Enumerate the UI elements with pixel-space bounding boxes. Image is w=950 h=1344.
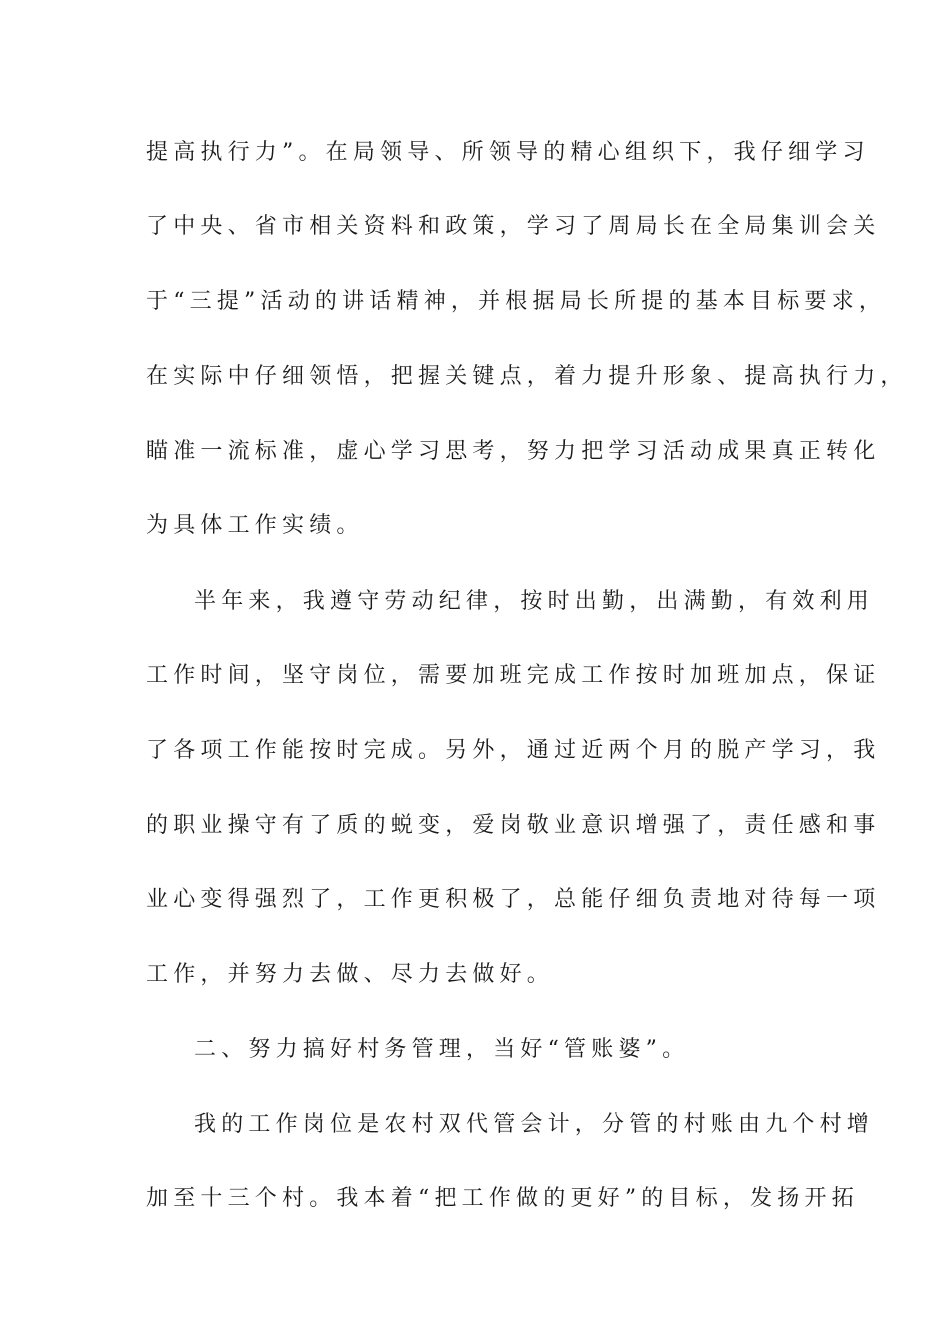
text-line (0, 432, 950, 472)
text-line-content: 提高执行力”。在局领导、所领导的精心组织下，我仔细学习 (146, 140, 870, 165)
text-line (0, 207, 950, 247)
text-line (0, 506, 950, 546)
text-line (0, 133, 950, 173)
text-line (0, 357, 950, 397)
text-line (0, 806, 950, 846)
text-line-content: 加至十三个村。我本着“把工作做的更好”的目标，发扬开拓 (146, 1186, 859, 1211)
text-line-content: 的职业操守有了质的蜕变，爱岗敬业意识增强了，责任感和事 (146, 813, 881, 838)
paragraph-start-line (0, 1105, 950, 1145)
text-line-content: 了中央、省市相关资料和政策，学习了周局长在全局集训会关 (146, 214, 881, 239)
text-line-content: 了各项工作能按时完成。另外，通过近两个月的脱产学习，我 (146, 738, 881, 763)
text-line-content: 在实际中仔细领悟，把握关键点，着力提升形象、提高执行力， (146, 364, 908, 389)
text-line-content: 工作，并努力去做、尽力去做好。 (146, 962, 555, 987)
text-line-content: 半年来，我遵守劳动纪律，按时出勤，出满勤，有效利用 (194, 589, 875, 614)
text-line (0, 1179, 950, 1219)
text-line-content: 业心变得强烈了，工作更积极了，总能仔细负责地对待每一项 (146, 887, 881, 912)
section-heading-text: 二、努力搞好村务管理，当好“管账婆”。 (194, 1037, 690, 1062)
text-line (0, 880, 950, 920)
text-line-content: 于“三提”活动的讲话精神，并根据局长所提的基本目标要求， (146, 289, 887, 314)
text-line-content: 为具体工作实绩。 (146, 513, 364, 538)
text-line (0, 656, 950, 696)
text-line-content: 我的工作岗位是农村双代管会计，分管的村账由九个村增 (194, 1112, 875, 1137)
text-line (0, 731, 950, 771)
text-line-content: 工作时间，坚守岗位，需要加班完成工作按时加班加点，保证 (146, 663, 881, 688)
section-heading (0, 1030, 950, 1070)
paragraph-start-line (0, 582, 950, 622)
text-line (0, 282, 950, 322)
text-line-content: 瞄准一流标准，虚心学习思考，努力把学习活动成果真正转化 (146, 439, 881, 464)
text-line (0, 955, 950, 995)
